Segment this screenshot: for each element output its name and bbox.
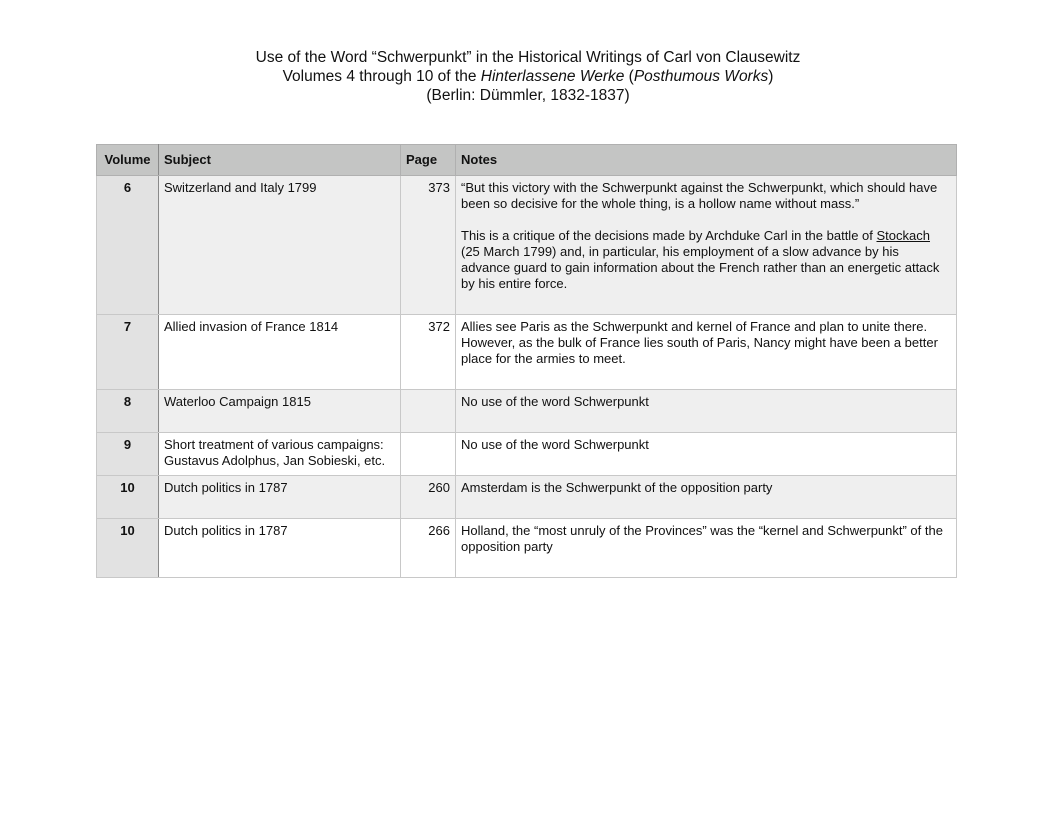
schwerpunkt-table	[96, 144, 957, 578]
page-cell: 260	[401, 476, 456, 519]
table-header-row	[97, 145, 957, 176]
page-cell	[401, 390, 456, 433]
subject-cell: Switzerland and Italy 1799	[159, 176, 401, 315]
column-header-subject: Subject	[159, 145, 401, 176]
subtitle-mid: (	[624, 68, 634, 85]
table-row	[97, 176, 957, 315]
subject-cell: Allied invasion of France 1814	[159, 315, 401, 390]
table-row	[97, 519, 957, 578]
document-title: Use of the Word “Schwerpunkt” in the Historical Writings of Carl von Clausewitz	[255, 49, 801, 66]
table-row	[97, 476, 957, 519]
subject-cell: Waterloo Campaign 1815	[159, 390, 401, 433]
notes-quote: “But this victory with the Schwerpunkt against the Schwerpunkt, which should have been so decisive for the whole thing, is a hollow name without mass.”	[461, 180, 938, 211]
subtitle-work-translation: Posthumous Works	[633, 68, 769, 85]
volume-cell: 8	[97, 390, 159, 433]
column-header-volume: Volume	[97, 145, 159, 176]
volume-cell: 7	[97, 315, 159, 390]
volume-cell: 6	[97, 176, 159, 315]
notes-commentary-suffix: (25 March 1799) and, in particular, his employment of a slow advance by his advance guard to gain information about the French rather than an energetic attack by his entire force.	[461, 244, 940, 291]
stockach-link[interactable]: Stockach	[876, 228, 930, 243]
volume-cell: 10	[97, 476, 159, 519]
notes-cell: Allies see Paris as the Schwerpunkt and kernel of France and plan to unite there. However, as the bulk of France lies south of Paris, Nancy might have been a better place for the armies to meet.	[456, 315, 957, 390]
subtitle-suffix: )	[768, 68, 774, 85]
subtitle-prefix: Volumes 4 through 10 of the	[282, 68, 481, 85]
volume-cell: 10	[97, 519, 159, 578]
notes-cell: No use of the word Schwerpunkt	[456, 433, 957, 476]
subject-cell: Dutch politics in 1787	[159, 519, 401, 578]
page-cell: 372	[401, 315, 456, 390]
column-header-notes: Notes	[456, 145, 957, 176]
page-cell: 266	[401, 519, 456, 578]
page-cell: 373	[401, 176, 456, 315]
notes-cell: Holland, the “most unruly of the Provinces” was the “kernel and Schwerpunkt” of the opposition party	[456, 519, 957, 578]
notes-cell: No use of the word Schwerpunkt	[456, 390, 957, 433]
notes-commentary	[461, 228, 951, 292]
column-header-page: Page	[401, 145, 456, 176]
publication-info: (Berlin: Dümmler, 1832-1837)	[426, 87, 630, 104]
subtitle-work-title: Hinterlassene Werke	[480, 68, 625, 85]
subject-cell: Short treatment of various campaigns: Gustavus Adolphus, Jan Sobieski, etc.	[159, 433, 401, 476]
document-subtitle	[0, 67, 1056, 86]
notes-cell: Amsterdam is the Schwerpunkt of the opposition party	[456, 476, 957, 519]
table-row	[97, 315, 957, 390]
notes-cell	[456, 176, 957, 315]
table-row	[97, 433, 957, 476]
notes-commentary-prefix: This is a critique of the decisions made by Archduke Carl in the battle of	[461, 228, 877, 243]
table-row	[97, 390, 957, 433]
volume-cell: 9	[97, 433, 159, 476]
subject-cell: Dutch politics in 1787	[159, 476, 401, 519]
document-header	[0, 48, 1056, 105]
page-cell	[401, 433, 456, 476]
